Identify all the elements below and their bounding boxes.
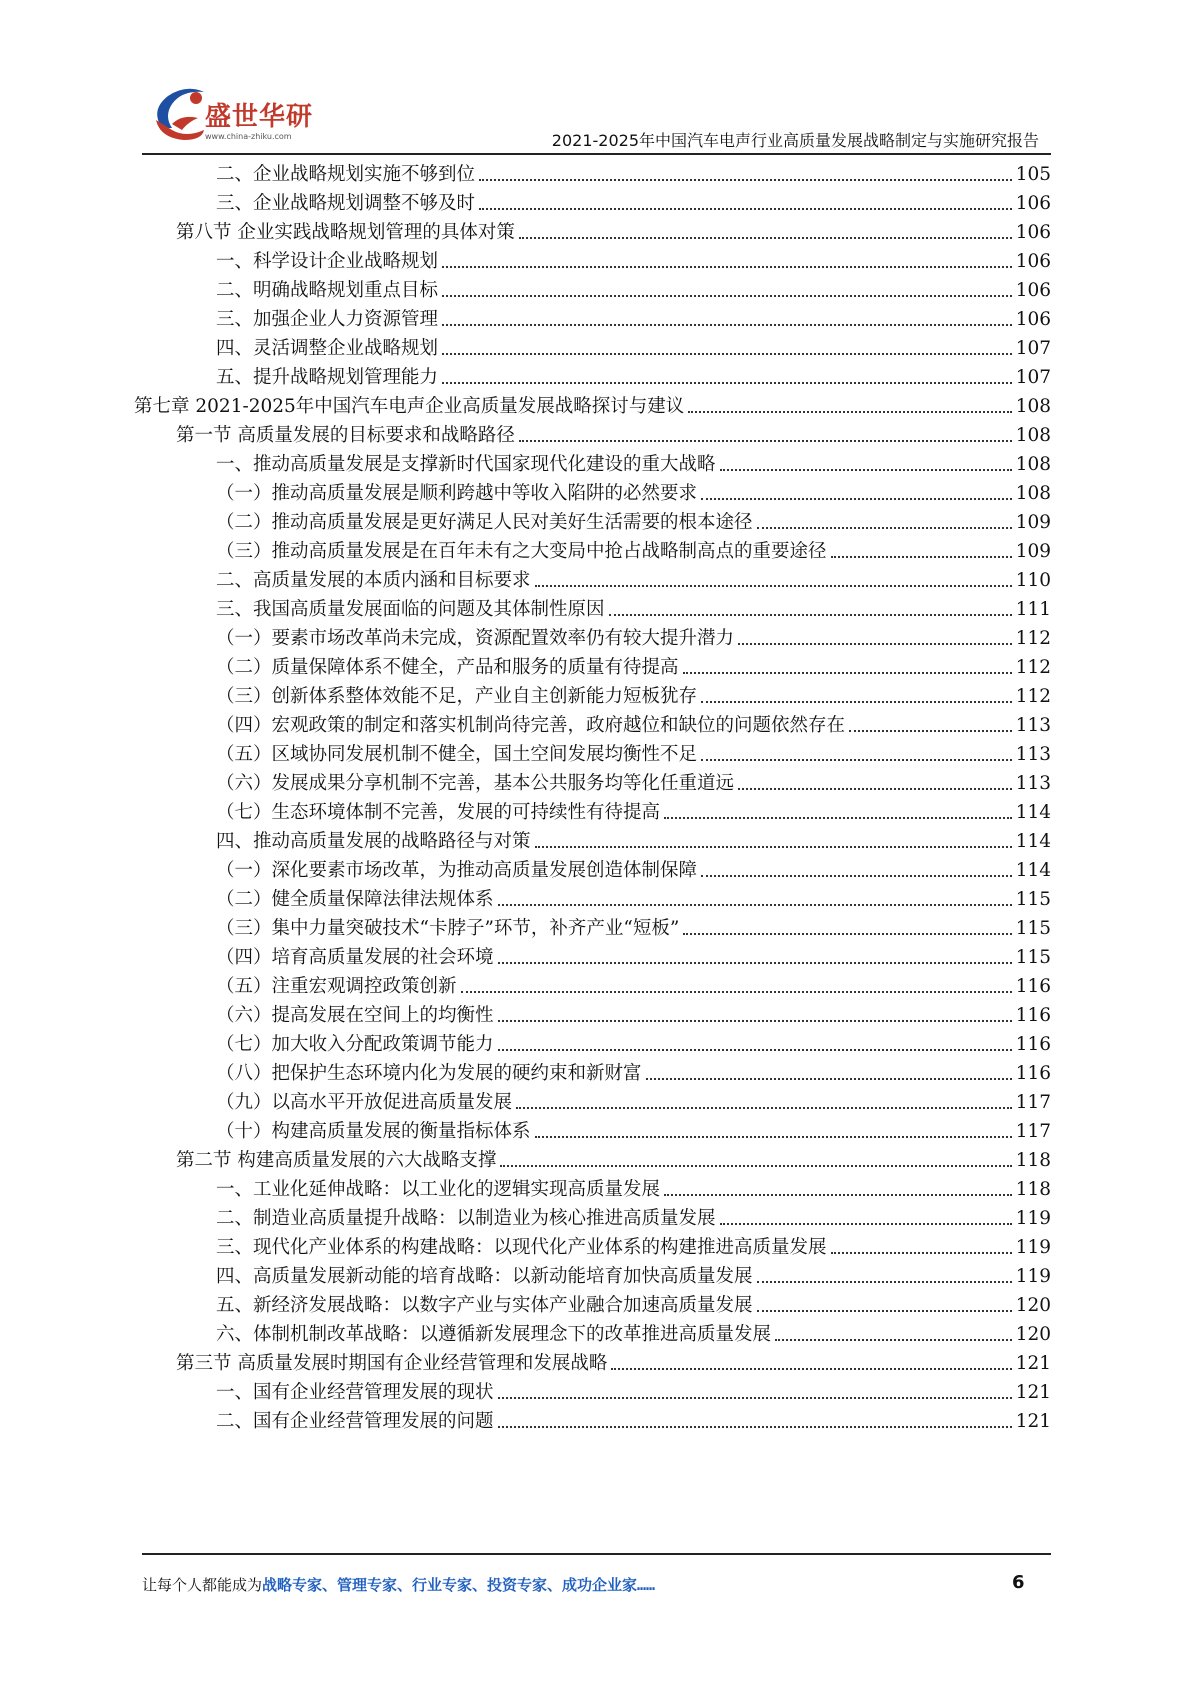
toc-entry-page: 106 bbox=[1015, 309, 1051, 330]
toc-entry[interactable] bbox=[216, 479, 1051, 509]
toc-entry-page: 116 bbox=[1015, 1063, 1051, 1084]
toc-entry-label: （五）区域协同发展机制不健全，国土空间发展均衡性不足 bbox=[216, 744, 698, 765]
toc-entry-label: （七）生态环境体制不完善，发展的可持续性有待提高 bbox=[216, 802, 661, 823]
toc-leader-dots bbox=[757, 526, 1012, 529]
toc-entry-label: （一）深化要素市场改革，为推动高质量发展创造体制保障 bbox=[216, 860, 698, 881]
toc-entry-page: 118 bbox=[1015, 1150, 1051, 1171]
toc-entry-page: 114 bbox=[1015, 831, 1051, 852]
toc-entry-label: （二）推动高质量发展是更好满足人民对美好生活需要的根本途径 bbox=[216, 512, 753, 533]
toc-leader-dots bbox=[701, 874, 1012, 877]
toc-entry[interactable] bbox=[216, 508, 1051, 538]
toc-entry-page: 113 bbox=[1015, 773, 1051, 794]
toc-entry[interactable] bbox=[216, 769, 1051, 799]
toc-leader-dots bbox=[831, 555, 1012, 558]
toc-entry[interactable] bbox=[216, 305, 1051, 335]
toc-leader-dots bbox=[479, 178, 1012, 181]
toc-leader-dots bbox=[461, 990, 1012, 993]
toc-entry[interactable] bbox=[216, 943, 1051, 973]
toc-entry-label: （四）宏观政策的制定和落实机制尚待完善，政府越位和缺位的问题依然存在 bbox=[216, 715, 846, 736]
toc-leader-dots bbox=[498, 1425, 1012, 1428]
toc-entry-label: 五、新经济发展战略：以数字产业与实体产业融合加速高质量发展 bbox=[216, 1295, 753, 1316]
toc-entry-page: 111 bbox=[1015, 599, 1051, 620]
toc-leader-dots bbox=[701, 758, 1012, 761]
toc-entry[interactable] bbox=[216, 450, 1051, 480]
toc-entry-page: 110 bbox=[1015, 570, 1051, 591]
toc-entry-page: 117 bbox=[1015, 1121, 1051, 1142]
document-title: 2021-2025年中国汽车电声行业高质量发展战略制定与实施研究报告 bbox=[551, 131, 1039, 150]
toc-entry-page: 120 bbox=[1015, 1295, 1051, 1316]
toc-entry[interactable] bbox=[216, 247, 1051, 277]
toc-leader-dots bbox=[535, 1135, 1012, 1138]
toc-entry-label: 第二节 构建高质量发展的六大战略支撑 bbox=[176, 1150, 497, 1171]
toc-leader-dots bbox=[646, 1077, 1012, 1080]
toc-leader-dots bbox=[701, 700, 1012, 703]
toc-entry-label: （八）把保护生态环境内化为发展的硬约束和新财富 bbox=[216, 1063, 642, 1084]
toc-entry-page: 109 bbox=[1015, 541, 1051, 562]
toc-entry[interactable] bbox=[216, 624, 1051, 654]
toc-entry-label: （一）要素市场改革尚未完成，资源配置效率仍有较大提升潜力 bbox=[216, 628, 735, 649]
toc-leader-dots bbox=[688, 410, 1011, 413]
toc-entry-page: 113 bbox=[1015, 744, 1051, 765]
toc-entry[interactable] bbox=[216, 1378, 1051, 1408]
toc-entry-page: 115 bbox=[1015, 918, 1051, 939]
toc-leader-dots bbox=[720, 468, 1012, 471]
toc-entry[interactable] bbox=[216, 363, 1051, 393]
toc-entry[interactable] bbox=[216, 1001, 1051, 1031]
toc-entry-label: （三）推动高质量发展是在百年未有之大变局中抢占战略制高点的重要途径 bbox=[216, 541, 827, 562]
toc-entry-label: （七）加大收入分配政策调节能力 bbox=[216, 1034, 494, 1055]
toc-entry-label: （四）培育高质量发展的社会环境 bbox=[216, 947, 494, 968]
toc-entry[interactable] bbox=[216, 189, 1051, 219]
toc-leader-dots bbox=[535, 845, 1012, 848]
toc-leader-dots bbox=[519, 439, 1012, 442]
toc-entry-page: 116 bbox=[1015, 1005, 1051, 1026]
toc-leader-dots bbox=[498, 961, 1012, 964]
toc-entry[interactable] bbox=[134, 392, 1051, 422]
toc-entry-page: 112 bbox=[1015, 686, 1051, 707]
page-number: 6 bbox=[1012, 1572, 1025, 1593]
toc-entry[interactable] bbox=[216, 334, 1051, 364]
toc-entry-label: （五）注重宏观调控政策创新 bbox=[216, 976, 457, 997]
toc-entry-label: 二、明确战略规划重点目标 bbox=[216, 280, 439, 301]
toc-leader-dots bbox=[611, 1367, 1011, 1370]
toc-entry-label: （十）构建高质量发展的衡量指标体系 bbox=[216, 1121, 531, 1142]
toc-leader-dots bbox=[442, 381, 1012, 384]
toc-entry[interactable] bbox=[216, 798, 1051, 828]
toc-entry-label: 四、高质量发展新动能的培育战略：以新动能培育加快高质量发展 bbox=[216, 1266, 753, 1287]
toc-entry-label: 三、现代化产业体系的构建战略：以现代化产业体系的构建推进高质量发展 bbox=[216, 1237, 827, 1258]
toc-entry-page: 106 bbox=[1015, 222, 1051, 243]
toc-entry-label: 第八节 企业实践战略规划管理的具体对策 bbox=[176, 222, 515, 243]
toc-entry[interactable] bbox=[216, 972, 1051, 1002]
toc-leader-dots bbox=[479, 207, 1012, 210]
toc-leader-dots bbox=[775, 1338, 1012, 1341]
toc-leader-dots bbox=[442, 294, 1012, 297]
toc-leader-dots bbox=[683, 932, 1011, 935]
toc-entry-label: 三、我国高质量发展面临的问题及其体制性原因 bbox=[216, 599, 605, 620]
toc-leader-dots bbox=[442, 323, 1012, 326]
toc-leader-dots bbox=[535, 584, 1012, 587]
toc-entry[interactable] bbox=[216, 566, 1051, 596]
toc-entry-page: 106 bbox=[1015, 193, 1051, 214]
toc-entry-label: 二、国有企业经营管理发展的问题 bbox=[216, 1411, 494, 1432]
toc-entry-page: 108 bbox=[1015, 483, 1051, 504]
toc-entry-label: （九）以高水平开放促进高质量发展 bbox=[216, 1092, 513, 1113]
toc-entry-label: （二）质量保障体系不健全，产品和服务的质量有待提高 bbox=[216, 657, 679, 678]
toc-entry-page: 119 bbox=[1015, 1266, 1051, 1287]
toc-entry[interactable] bbox=[216, 1088, 1051, 1118]
toc-entry-label: 二、企业战略规划实施不够到位 bbox=[216, 164, 476, 185]
footer-prefix: 让每个人都能成为 bbox=[142, 1576, 263, 1594]
toc-entry-label: （三）集中力量突破技术“卡脖子”环节，补齐产业“短板” bbox=[216, 918, 680, 939]
toc-entry-page: 112 bbox=[1015, 657, 1051, 678]
toc-entry-page: 120 bbox=[1015, 1324, 1051, 1345]
toc-leader-dots bbox=[757, 1309, 1012, 1312]
toc-entry-page: 106 bbox=[1015, 280, 1051, 301]
toc-entry[interactable] bbox=[216, 1059, 1051, 1089]
toc-entry-page: 119 bbox=[1015, 1208, 1051, 1229]
toc-entry[interactable] bbox=[216, 1407, 1051, 1437]
toc-entry-label: （六）发展成果分享机制不完善，基本公共服务均等化任重道远 bbox=[216, 773, 735, 794]
toc-entry-label: （二）健全质量保障法律法规体系 bbox=[216, 889, 494, 910]
toc-leader-dots bbox=[683, 671, 1012, 674]
toc-entry-page: 119 bbox=[1015, 1237, 1051, 1258]
toc-leader-dots bbox=[498, 1019, 1012, 1022]
toc-entry[interactable] bbox=[216, 1175, 1051, 1205]
toc-entry[interactable] bbox=[176, 421, 1051, 451]
toc-leader-dots bbox=[720, 1222, 1012, 1225]
toc-leader-dots bbox=[831, 1251, 1012, 1254]
toc-entry-label: 一、推动高质量发展是支撑新时代国家现代化建设的重大战略 bbox=[216, 454, 716, 475]
toc-entry-label: 三、加强企业人力资源管理 bbox=[216, 309, 439, 330]
toc-entry-label: 四、灵活调整企业战略规划 bbox=[216, 338, 439, 359]
toc-entry-page: 116 bbox=[1015, 976, 1051, 997]
toc-entry[interactable] bbox=[216, 740, 1051, 770]
toc-entry-page: 115 bbox=[1015, 947, 1051, 968]
toc-entry-label: 二、制造业高质量提升战略：以制造业为核心推进高质量发展 bbox=[216, 1208, 716, 1229]
toc-entry-page: 108 bbox=[1015, 454, 1051, 475]
toc-leader-dots bbox=[519, 236, 1012, 239]
toc-entry-label: 第一节 高质量发展的目标要求和战略路径 bbox=[176, 425, 515, 446]
toc-entry[interactable] bbox=[216, 595, 1051, 625]
toc-entry[interactable] bbox=[176, 218, 1051, 248]
toc-entry[interactable] bbox=[216, 276, 1051, 306]
toc-entry-page: 121 bbox=[1015, 1411, 1051, 1432]
toc-entry[interactable] bbox=[216, 914, 1051, 944]
logo-text: 盛世华研 bbox=[205, 102, 314, 132]
toc-leader-dots bbox=[757, 1280, 1012, 1283]
toc-entry-label: 一、工业化延伸战略：以工业化的逻辑实现高质量发展 bbox=[216, 1179, 661, 1200]
toc-entry-page: 107 bbox=[1015, 338, 1051, 359]
toc-leader-dots bbox=[500, 1164, 1011, 1167]
footer-emphasis: 战略专家、管理专家、行业专家、投资专家、成功企业家…… bbox=[262, 1576, 656, 1594]
header-divider bbox=[142, 153, 1051, 155]
toc-entry-page: 116 bbox=[1015, 1034, 1051, 1055]
toc-leader-dots bbox=[498, 1396, 1012, 1399]
toc-entry-page: 108 bbox=[1015, 425, 1051, 446]
toc-entry-page: 107 bbox=[1015, 367, 1051, 388]
toc-leader-dots bbox=[442, 352, 1012, 355]
toc-entry[interactable] bbox=[216, 653, 1051, 683]
toc-entry-label: （一）推动高质量发展是顺利跨越中等收入陷阱的必然要求 bbox=[216, 483, 698, 504]
toc-entry-page: 108 bbox=[1015, 396, 1051, 417]
toc-leader-dots bbox=[664, 816, 1012, 819]
toc-entry[interactable] bbox=[216, 1320, 1051, 1350]
page-header bbox=[0, 0, 1191, 160]
toc-entry-label: 一、科学设计企业战略规划 bbox=[216, 251, 439, 272]
toc-entry[interactable] bbox=[216, 856, 1051, 886]
toc-entry-page: 113 bbox=[1015, 715, 1051, 736]
logo-url: www.china-zhiku.com bbox=[205, 132, 292, 141]
toc-entry[interactable] bbox=[176, 1349, 1051, 1379]
toc-entry[interactable] bbox=[216, 1204, 1051, 1234]
toc-entry-label: 二、高质量发展的本质内涵和目标要求 bbox=[216, 570, 531, 591]
toc-entry[interactable] bbox=[216, 885, 1051, 915]
toc-leader-dots bbox=[609, 613, 1012, 616]
toc-entry-page: 115 bbox=[1015, 889, 1051, 910]
toc-entry-label: （六）提高发展在空间上的均衡性 bbox=[216, 1005, 494, 1026]
toc-entry[interactable] bbox=[216, 682, 1051, 712]
toc-entry[interactable] bbox=[216, 711, 1051, 741]
toc-entry[interactable] bbox=[216, 1262, 1051, 1292]
toc-leader-dots bbox=[664, 1193, 1012, 1196]
toc-entry-label: 六、体制机制改革战略：以遵循新发展理念下的改革推进高质量发展 bbox=[216, 1324, 772, 1345]
toc-entry-page: 117 bbox=[1015, 1092, 1051, 1113]
toc-entry-label: 一、国有企业经营管理发展的现状 bbox=[216, 1382, 494, 1403]
toc-leader-dots bbox=[498, 903, 1012, 906]
toc-leader-dots bbox=[738, 642, 1012, 645]
toc-entry-label: 第三节 高质量发展时期国有企业经营管理和发展战略 bbox=[176, 1353, 608, 1374]
toc-leader-dots bbox=[701, 497, 1012, 500]
toc-entry-label: 三、企业战略规划调整不够及时 bbox=[216, 193, 476, 214]
toc-entry-label: 五、提升战略规划管理能力 bbox=[216, 367, 439, 388]
toc-entry-page: 109 bbox=[1015, 512, 1051, 533]
toc-entry-page: 106 bbox=[1015, 251, 1051, 272]
toc-entry-page: 121 bbox=[1015, 1353, 1051, 1374]
toc-entry-page: 121 bbox=[1015, 1382, 1051, 1403]
toc-leader-dots bbox=[442, 265, 1012, 268]
toc-leader-dots bbox=[738, 787, 1012, 790]
toc-entry[interactable] bbox=[216, 160, 1051, 190]
footer-divider bbox=[142, 1553, 1051, 1555]
toc-entry-label: 四、推动高质量发展的战略路径与对策 bbox=[216, 831, 531, 852]
toc-entry-page: 118 bbox=[1015, 1179, 1051, 1200]
toc-leader-dots bbox=[498, 1048, 1012, 1051]
toc-entry[interactable] bbox=[216, 1117, 1051, 1147]
toc-entry[interactable] bbox=[216, 1030, 1051, 1060]
toc-leader-dots bbox=[849, 729, 1012, 732]
toc-entry[interactable] bbox=[216, 1291, 1051, 1321]
toc-entry[interactable] bbox=[216, 1233, 1051, 1263]
toc-entry-page: 105 bbox=[1015, 164, 1051, 185]
toc-entry[interactable] bbox=[216, 827, 1051, 857]
toc-entry[interactable] bbox=[176, 1146, 1051, 1176]
toc-entry[interactable] bbox=[216, 537, 1051, 567]
toc-entry-page: 114 bbox=[1015, 802, 1051, 823]
toc-entry-label: （三）创新体系整体效能不足，产业自主创新能力短板犹存 bbox=[216, 686, 698, 707]
toc-entry-page: 112 bbox=[1015, 628, 1051, 649]
toc-entry-page: 114 bbox=[1015, 860, 1051, 881]
toc-leader-dots bbox=[516, 1106, 1012, 1109]
toc-entry-label: 第七章 2021-2025年中国汽车电声企业高质量发展战略探讨与建议 bbox=[134, 396, 685, 417]
footer-slogan bbox=[142, 1574, 655, 1595]
